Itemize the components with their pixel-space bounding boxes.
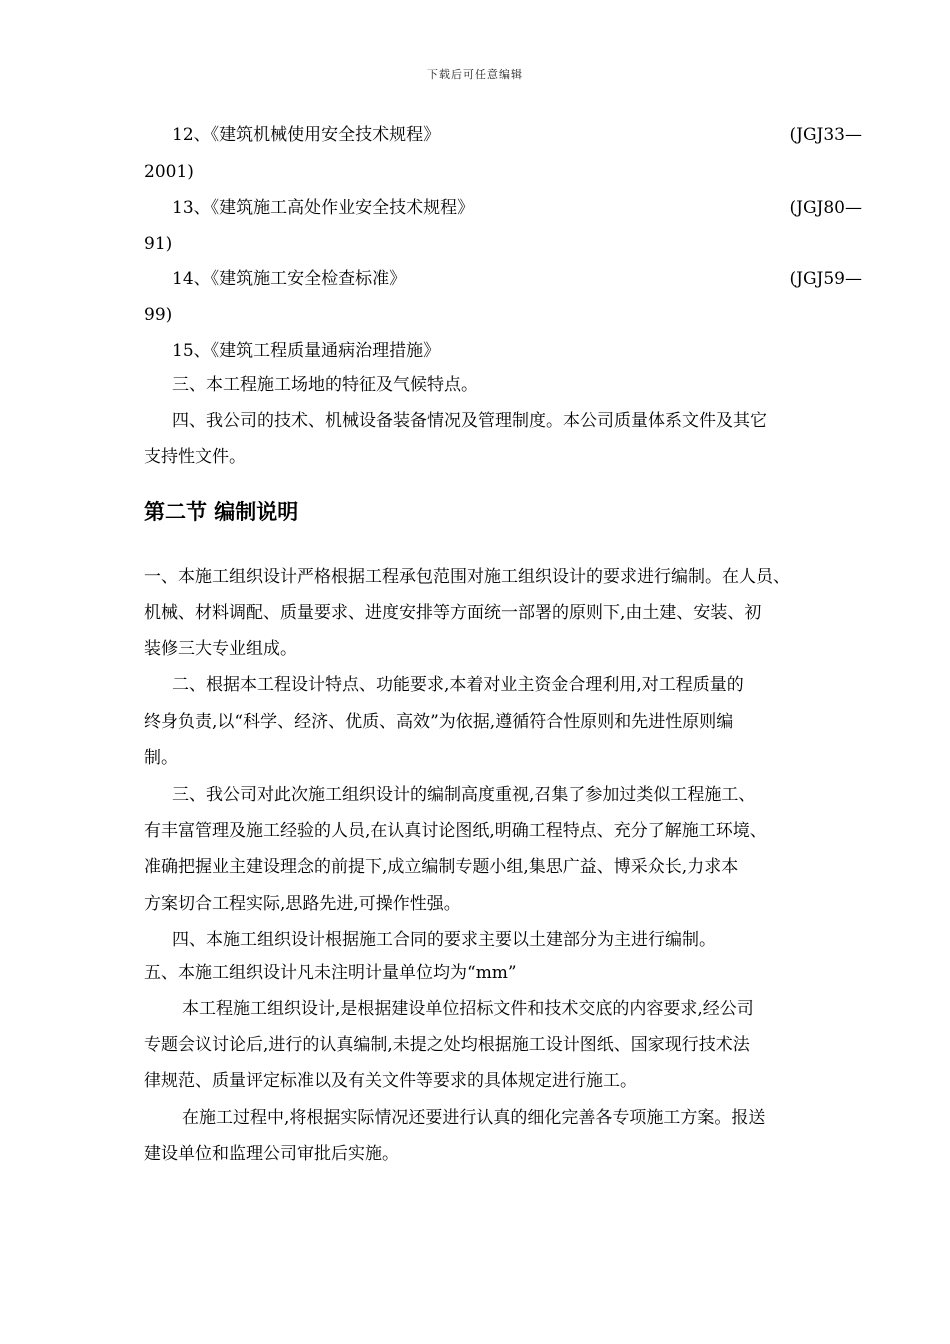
page-header: 下载后可任意编辑 — [427, 68, 523, 81]
reference-code-continuation: 2001) — [144, 162, 194, 182]
paragraph-5: 五、本施工组织设计凡未注明计量单位均为“mm” — [144, 963, 517, 983]
paragraph-3-line-4: 方案切合工程实际,思路先进,可操作性强。 — [144, 894, 461, 914]
reference-code-continuation: 91) — [144, 234, 173, 254]
reference-code: (JGJ33— — [789, 125, 862, 145]
paragraph-7-line-1: 在施工过程中,将根据实际情况还要进行认真的细化完善各专项施工方案。报送 — [182, 1108, 766, 1128]
reference-title: 14、《建筑施工安全检查标准》 — [172, 269, 407, 289]
reference-code: (JGJ80— — [789, 198, 862, 218]
reference-item — [172, 267, 862, 291]
paragraph-2-line-2: 终身负责,以“科学、经济、优质、高效”为依据,遵循符合性原则和先进性原则编 — [144, 712, 734, 732]
paragraph-3-line-2: 有丰富管理及施工经验的人员,在认真讨论图纸,明确工程特点、充分了解施工环境、 — [144, 821, 767, 841]
list-item-company-line-2: 支持性文件。 — [144, 447, 246, 467]
paragraph-6-line-2: 专题会议讨论后,进行的认真编制,未提之处均根据施工设计图纸、国家现行技术法 — [144, 1035, 750, 1055]
list-item-site: 三、本工程施工场地的特征及气候特点。 — [172, 375, 478, 395]
paragraph-1-line-3: 装修三大专业组成。 — [144, 639, 297, 659]
paragraph-4: 四、本施工组织设计根据施工合同的要求主要以土建部分为主进行编制。 — [172, 930, 716, 950]
paragraph-1-line-2: 机械、材料调配、质量要求、进度安排等方面统一部署的原则下,由土建、安装、初 — [144, 603, 762, 623]
paragraph-6-line-3: 律规范、质量评定标准以及有关文件等要求的具体规定进行施工。 — [144, 1071, 637, 1091]
reference-code: (JGJ59— — [789, 269, 862, 289]
reference-code-continuation: 99) — [144, 305, 173, 325]
list-item-company-line-1: 四、我公司的技术、机械设备装备情况及管理制度。本公司质量体系文件及其它 — [172, 411, 767, 431]
reference-item — [172, 196, 862, 220]
paragraph-2-line-1: 二、根据本工程设计特点、功能要求,本着对业主资金合理利用,对工程质量的 — [172, 675, 744, 695]
paragraph-1-line-1: 一、本施工组织设计严格根据工程承包范围对施工组织设计的要求进行编制。在人员、 — [144, 567, 790, 587]
reference-item-15: 15、《建筑工程质量通病治理措施》 — [172, 341, 441, 361]
paragraph-3-line-3: 准确把握业主建设理念的前提下,成立编制专题小组,集思广益、博采众长,力求本 — [144, 857, 739, 877]
paragraph-2-line-3: 制。 — [144, 748, 178, 768]
reference-title: 13、《建筑施工高处作业安全技术规程》 — [172, 198, 475, 218]
reference-item — [172, 123, 862, 147]
paragraph-7-line-2: 建设单位和监理公司审批后实施。 — [144, 1144, 399, 1164]
paragraph-6-line-1: 本工程施工组织设计,是根据建设单位招标文件和技术交底的内容要求,经公司 — [182, 999, 754, 1019]
section-heading: 第二节 编制说明 — [144, 500, 299, 524]
paragraph-3-line-1: 三、我公司对此次施工组织设计的编制高度重视,召集了参加过类似工程施工、 — [172, 785, 756, 805]
reference-title: 12、《建筑机械使用安全技术规程》 — [172, 125, 441, 145]
